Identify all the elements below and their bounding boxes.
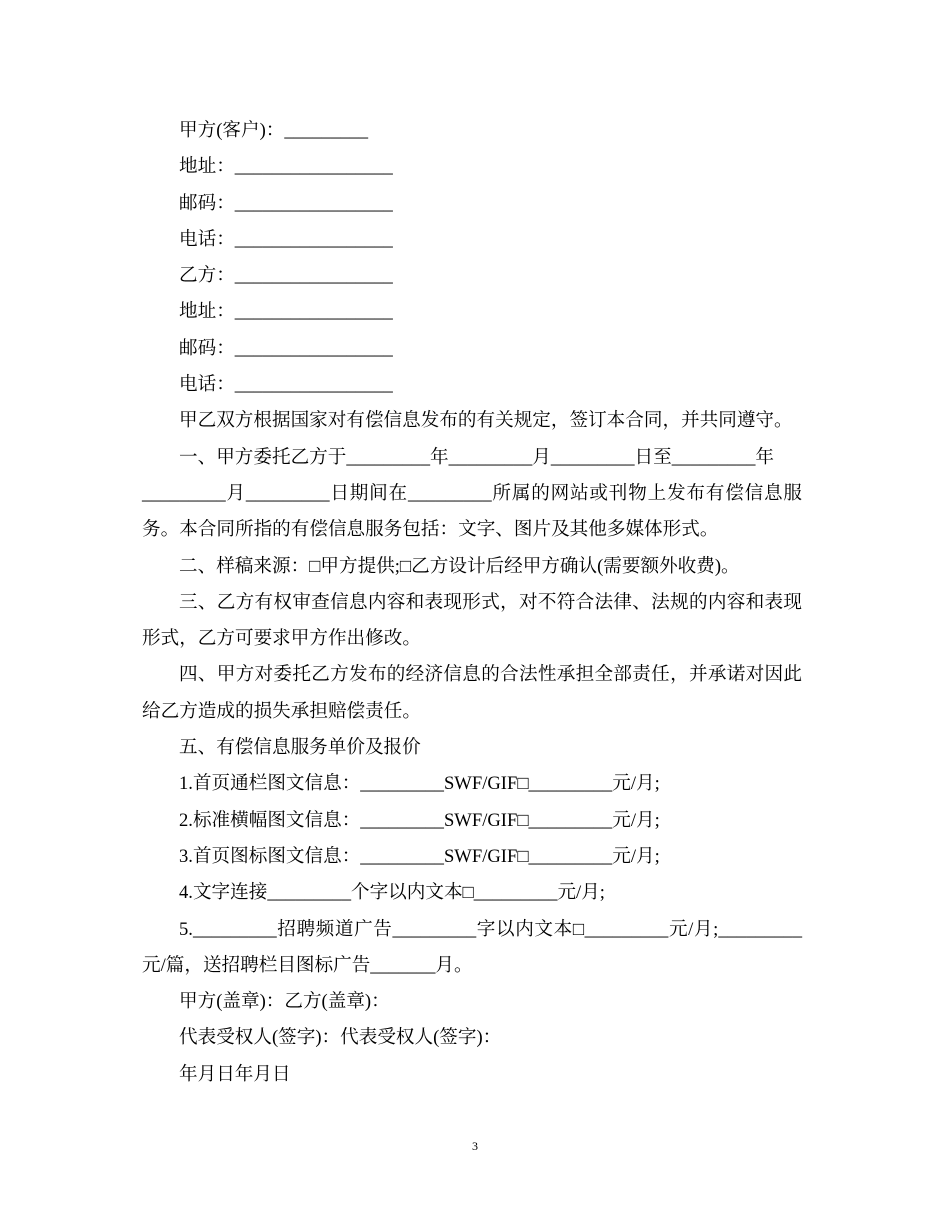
field-label: 电话： [179,228,235,250]
fill-in-blank: _________________ [234,192,393,214]
party-a-postcode-field [142,186,802,222]
clause-1-line: 务。本合同所指的有偿信息服务包括：文字、图片及其他多媒体形式。 [142,519,719,541]
field-label: 邮码： [179,337,235,359]
price-item-5-line: 5._________招聘频道广告_________字以内文本□_________元/月;_________ [179,918,802,940]
clause-1-line: 一、甲方委托乙方于_________年_________月_________日至_________年 [179,446,775,468]
field-label: 甲方(客户)： [179,120,285,141]
party-b-postcode-field [142,331,802,367]
field-label: 地址： [179,156,235,178]
page-number: 3 [472,1139,478,1153]
party-a-address-field [142,149,802,185]
fill-in-blank: _________________ [234,265,393,287]
price-item-5-line: 元/篇，送招聘栏目图标广告_______月。 [142,954,473,976]
field-label: 邮码： [179,192,235,214]
fill-in-blank: _________________ [234,156,393,178]
party-b-field [142,258,802,294]
price-item-2: 2.标准横幅图文信息：_________SWF/GIF□_________元/月; [179,809,660,831]
clause-4-line: 给乙方造成的损失承担赔偿责任。 [142,700,421,722]
party-a-field [142,113,802,149]
clause-1-line: _________月_________日期间在_________所属的网站或刊物上发布有偿信息服 [142,482,802,504]
party-b-address-field [142,294,802,330]
fill-in-blank: _________________ [234,228,393,250]
price-item-1: 1.首页通栏图文信息：_________SWF/GIF□_________元/月; [179,773,660,795]
clause-3-line: 三、乙方有权审查信息内容和表现形式，对不符合法律、法规的内容和表现 [179,591,802,613]
party-b-phone-field [142,367,802,403]
fill-in-blank: _________________ [234,337,393,359]
price-item-4: 4.文字连接_________个字以内文本□_________元/月; [179,882,605,904]
clause-2: 二、样稿来源：□甲方提供;□乙方设计后经甲方确认(需要额外收费)。 [179,555,740,577]
representative-signature-line: 代表受权人(签字)：代表受权人(签字)： [179,1027,502,1049]
seal-line: 甲方(盖章)：乙方(盖章)： [179,991,390,1013]
field-label: 电话： [179,374,235,396]
clause-3-line: 形式，乙方可要求甲方作出修改。 [142,628,421,650]
fill-in-blank: _________ [284,120,369,141]
fill-in-blank: _________________ [234,301,393,323]
price-item-3: 3.首页图标图文信息：_________SWF/GIF□_________元/月; [179,845,660,867]
clause-5-heading: 五、有偿信息服务单价及报价 [179,737,421,759]
contract-body [142,113,802,1093]
field-label: 地址： [179,301,235,323]
date-line: 年月日年月日 [179,1063,291,1085]
clause-4-line: 四、甲方对委托乙方发布的经济信息的合法性承担全部责任，并承诺对因此 [179,664,802,686]
party-a-phone-field [142,222,802,258]
field-label: 乙方： [179,265,235,287]
fill-in-blank: _________________ [234,374,393,396]
preamble: 甲乙双方根据国家对有偿信息发布的有关规定，签订本合同，并共同遵守。 [179,410,793,432]
